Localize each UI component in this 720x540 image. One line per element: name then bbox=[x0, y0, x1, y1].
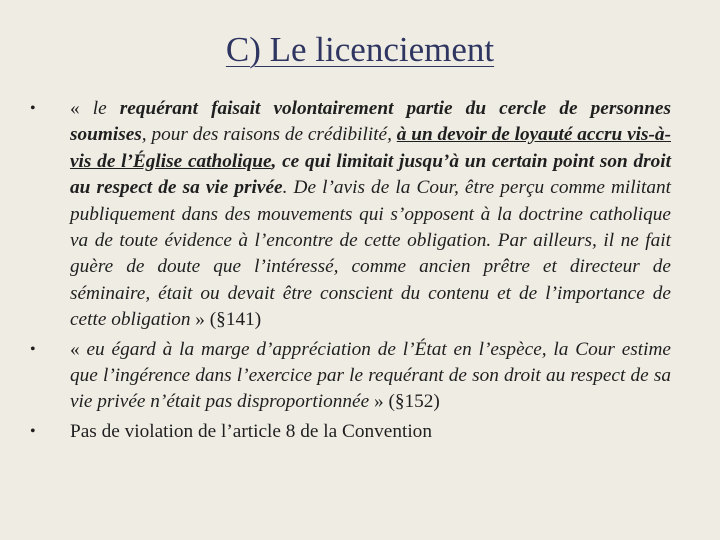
conclusion-text: Pas de violation de l’article 8 de la Convention bbox=[70, 420, 432, 442]
quote-text-bold: requérant faisait volontairement partie du cercle de personnes soumises bbox=[70, 98, 671, 146]
citation-reference: » (§141) bbox=[190, 309, 262, 331]
bullet-list bbox=[30, 96, 671, 445]
bullet-item-paragraph-152 bbox=[30, 337, 671, 416]
bullet-dot-icon: • bbox=[30, 340, 36, 358]
bullet-dot-icon: • bbox=[30, 100, 36, 117]
quote-text-bold: , ce qui limitait jusqu’à un certain point son droit au respect de sa vie privée bbox=[70, 150, 671, 199]
open-quote: « bbox=[70, 338, 87, 360]
citation-reference: » (§152) bbox=[369, 391, 440, 413]
bullet-item-paragraph-141 bbox=[30, 96, 671, 334]
bullet-dot-icon: • bbox=[30, 422, 36, 440]
bullet-item-conclusion bbox=[30, 419, 671, 445]
quote-text-italic: eu égard à la marge d’appréciation de l’État en l’espèce, la Cour estime que l’ingérence dans l’exercice par le requérant de son droit au respect de sa vie privée n’était pas disproportionnée bbox=[70, 338, 671, 413]
quote-text-italic: . De l’avis de la Cour, être perçu comme militant publiquement dans des mouvements qui s’opposent à la doctrine catholique va de toute évidence à l’encontre de cette obligation. Par ailleurs, il ne fait guère de doute que l’intéressé, comme ancien prêtre et directeur de séminaire, était ou devait être conscient du contenu et de l’importance de cette obligation bbox=[70, 177, 671, 331]
quote-text-italic: le bbox=[92, 98, 120, 119]
quote-text-italic: , pour des raisons de crédibilité, bbox=[141, 124, 397, 146]
slide-title: C) Le licenciement bbox=[225, 30, 495, 69]
quote-text-bold-underlined: à un devoir de loyauté accru vis-à-vis de l’Église catholique bbox=[70, 124, 671, 172]
open-quote: « bbox=[70, 98, 93, 119]
